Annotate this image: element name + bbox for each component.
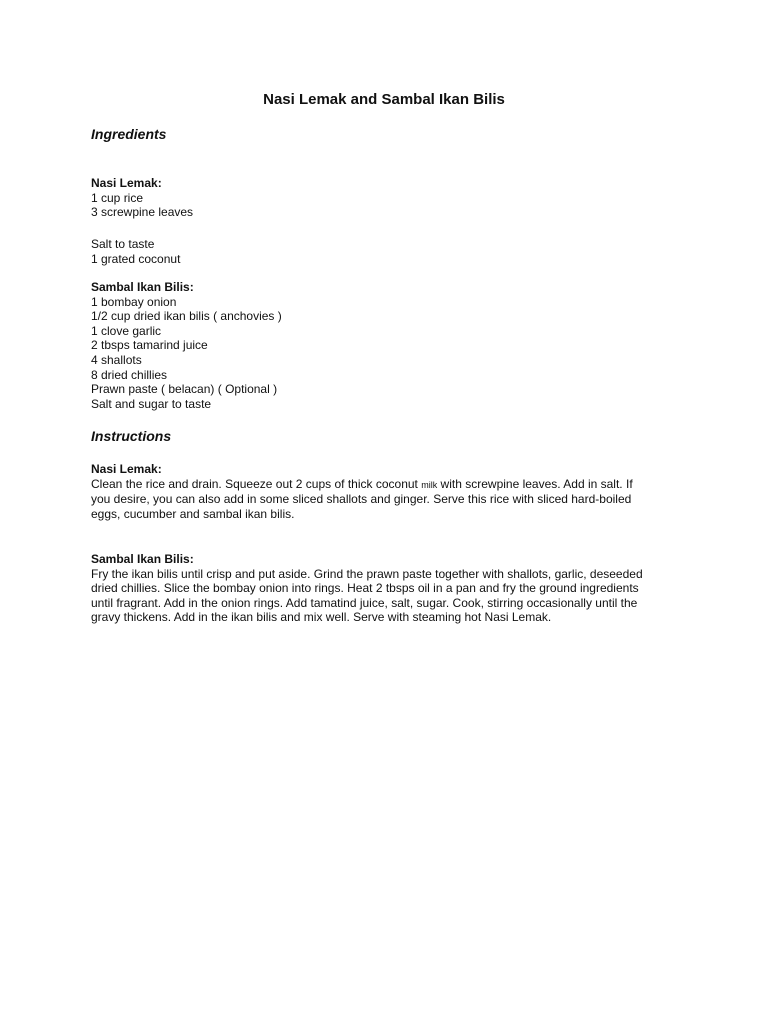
ingredients-heading: Ingredients	[91, 126, 167, 142]
ingredient-item: Salt to taste	[91, 237, 155, 251]
ingredient-item: 1 grated coconut	[91, 251, 181, 266]
sambal-ingredients-subheading: Sambal Ikan Bilis:	[91, 280, 194, 294]
instruction-line: until fragrant. Add in the onion rings. Add tamatind juice, salt, sugar. Cook, stirring occasionally until the	[91, 595, 638, 610]
sambal-instructions	[91, 552, 681, 625]
ingredient-item: 2 tbsps tamarind juice	[91, 338, 208, 353]
ingredient-item: 1 cup rice	[91, 190, 144, 205]
instruction-line: eggs, cucumber and sambal ikan bilis.	[91, 506, 295, 521]
ingredient-item: 1 clove garlic	[91, 323, 162, 338]
page-title: Nasi Lemak and Sambal Ikan Bilis	[263, 91, 505, 108]
nasi-lemak-ingredients-subheading: Nasi Lemak:	[91, 176, 162, 190]
ingredient-item: 8 dried chillies	[91, 367, 168, 382]
instructions-heading: Instructions	[91, 428, 172, 444]
instruction-small-text: milk	[421, 479, 438, 490]
nasi-lemak-ingredients	[91, 176, 681, 220]
ingredient-item: Salt and sugar to taste	[91, 396, 212, 411]
ingredient-item: 4 shallots	[91, 352, 142, 367]
sambal-instructions-subheading: Sambal Ikan Bilis:	[91, 552, 194, 566]
ingredient-item: 1/2 cup dried ikan bilis ( anchovies )	[91, 309, 282, 324]
ingredient-item: 3 screwpine leaves	[91, 205, 194, 220]
instruction-line	[91, 477, 681, 493]
ingredient-item: 1 bombay onion	[91, 294, 177, 309]
sambal-ingredients	[91, 280, 681, 411]
nasi-lemak-ingredients-extra	[91, 237, 681, 266]
ingredient-item: Prawn paste ( belacan) ( Optional )	[91, 382, 278, 397]
instruction-line: gravy thickens. Add in the ikan bilis and mix well. Serve with steaming hot Nasi Lemak.	[91, 610, 552, 625]
instruction-text: with screwpine leaves. Add in salt. If	[437, 476, 633, 491]
instruction-line: dried chillies. Slice the bombay onion into rings. Heat 2 tbsps oil in a pan and fry the ground ingredients	[91, 581, 639, 596]
nasi-lemak-instructions	[91, 462, 681, 521]
instruction-line: you desire, you can also add in some sliced shallots and ginger. Serve this rice with sliced hard-boiled	[91, 492, 632, 507]
instruction-line: Fry the ikan bilis until crisp and put aside. Grind the prawn paste together with shallots, garlic, deseeded	[91, 566, 643, 581]
nasi-lemak-instructions-subheading: Nasi Lemak:	[91, 462, 162, 476]
instruction-text: Clean the rice and drain. Squeeze out 2 cups of thick coconut	[91, 476, 422, 491]
